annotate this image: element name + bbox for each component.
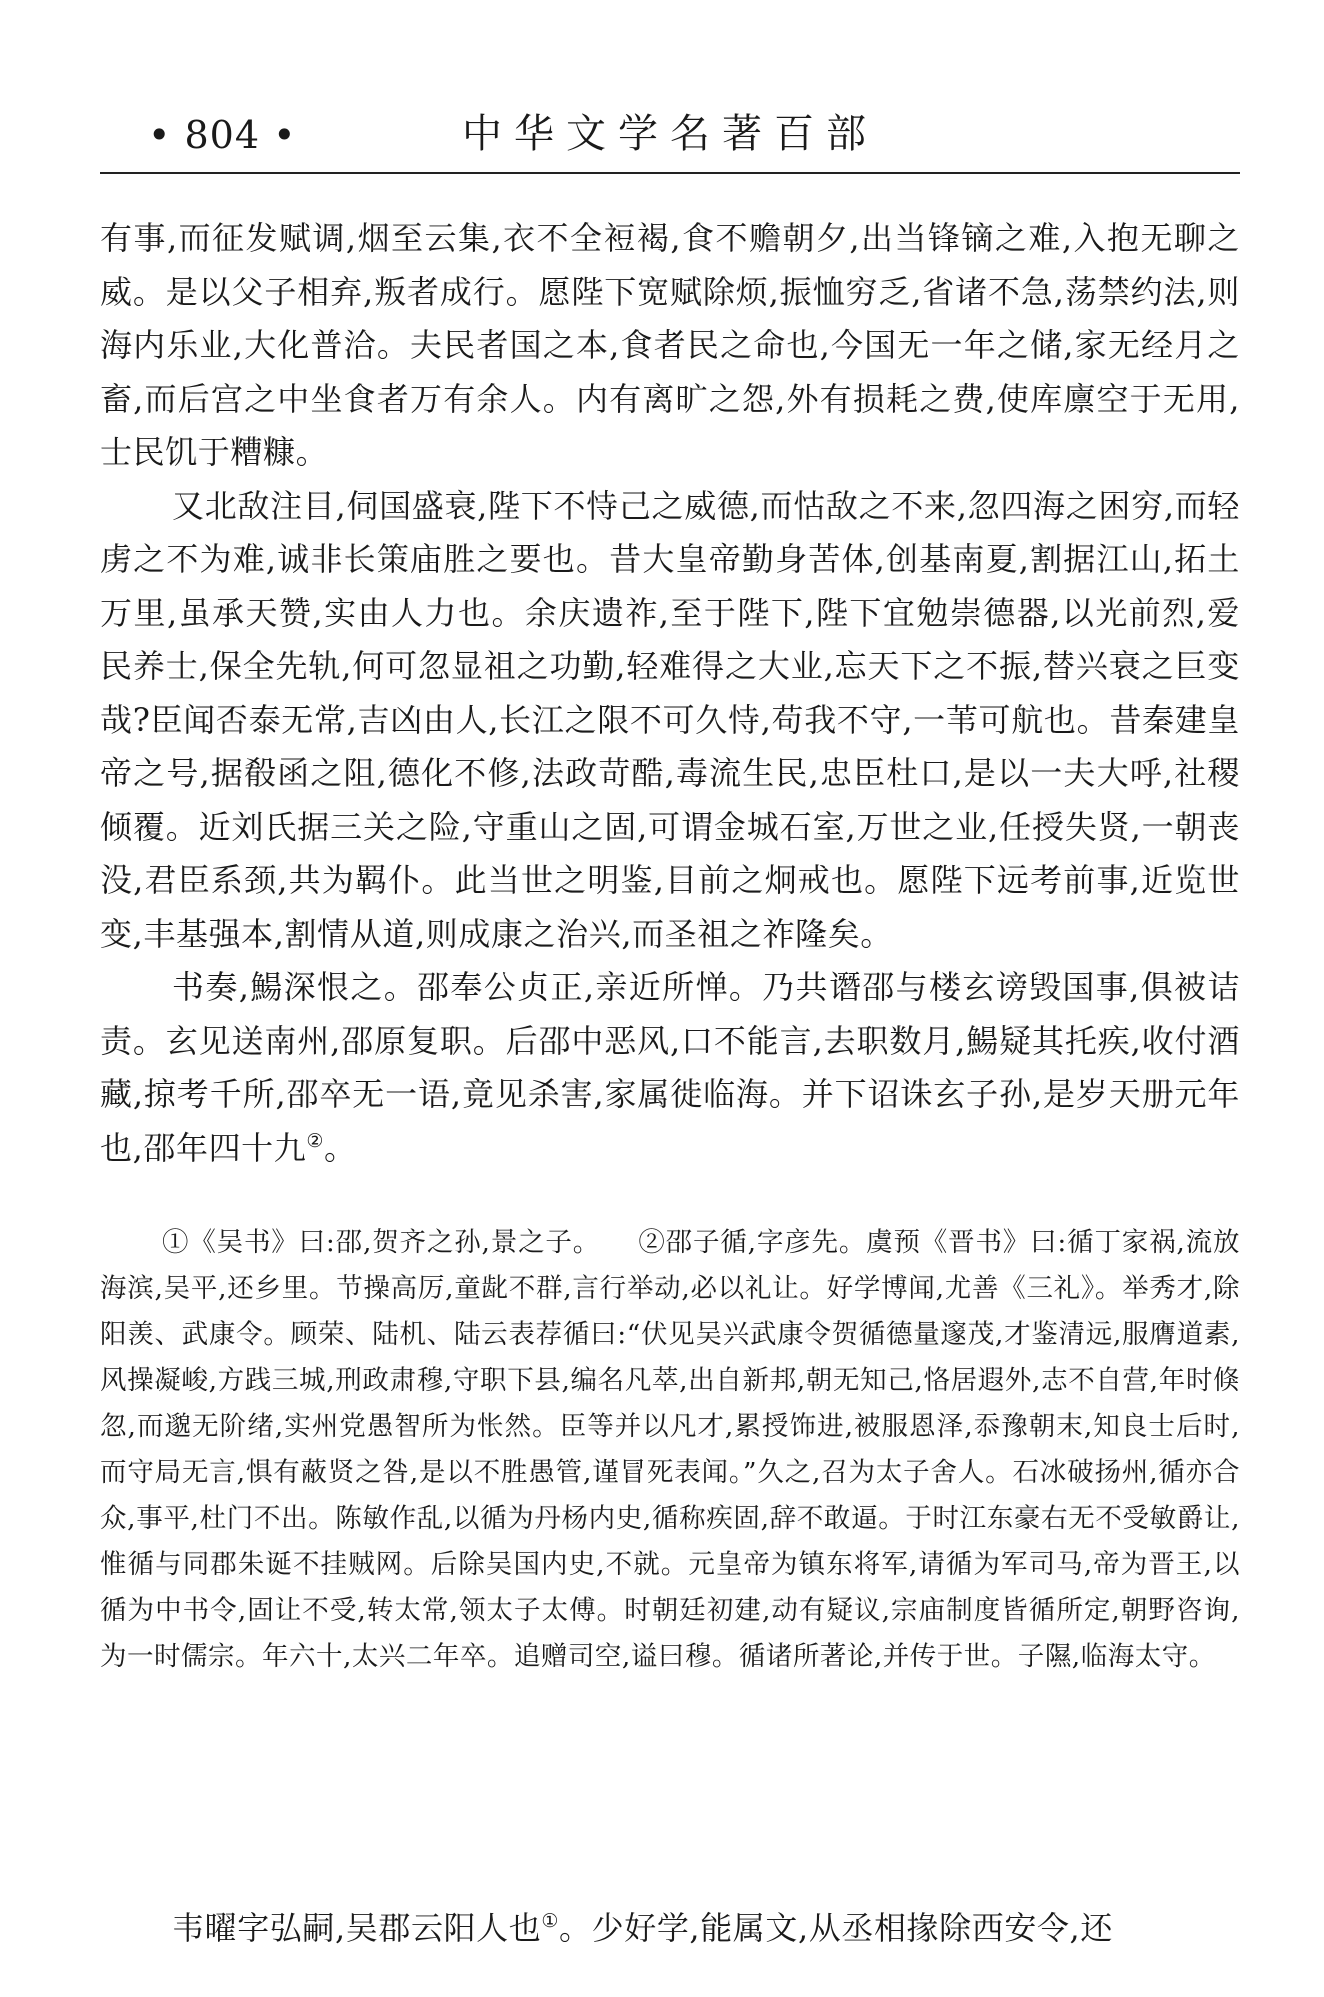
paragraph-tail: 。 [324, 1128, 357, 1167]
paragraph [100, 961, 1240, 1175]
paragraph [100, 480, 1240, 962]
footnote-marker: ① [541, 1910, 560, 1932]
footnote-2: ②邵子循,字彦先。虞预《晋书》曰:循丁家祸,流放海滨,吴平,还乡里。节操高厉,童龀不群,言行举动,必以礼让。好学博闻,尤善《三礼》。举秀才,除阳羡、武康令。顾荣、陆机、陆云表荐循曰:“伏见吴兴武康令贺循德量邃茂,才鉴清远,服膺道素,风操凝峻,方践三城,刑政肃穆,守职下县,编名凡萃,出自新邦,朝无知己,恪居遐外,志不自营,年时倏忽,而邈无阶绪,实州党愚智所为怅然。臣等并以凡才,累授饰进,被服恩泽,忝豫朝末,知良士后时,而守局无言,惧有蔽贤之咎,是以不胜愚管,谨冒死表闻。”久之,召为太子舍人。石冰破扬州,循亦合众,事平,杜门不出。陈敏作乱,以循为丹杨内史,循称疾固,辞不敢逼。于时江东豪右无不受敏爵让,惟循与同郡朱诞不挂贼网。后除吴国内史,不就。元皇帝为镇东将军,请循为军司马,帝为晋王,以循为中书令,固让不受,转太常,领太子太傅。时朝廷初建,动有疑议,宗庙制度皆循所定,朝野咨询,为一时儒宗。年六十,太兴二年卒。追赠司空,谥曰穆。循诸所著论,并传于世。子隰,临海太守。 [100, 1227, 1241, 1672]
page-header [100, 100, 1240, 174]
paragraph-continued [100, 212, 1240, 480]
paragraph-text: 又北敌注目,伺国盛衰,陛下不恃己之威德,而怙敌之不来,忽四海之困穷,而轻虏之不为难,诚非长策庙胜之要也。昔大皇帝勤身苦体,创基南夏,割据江山,拓土万里,虽承天赞,实由人力也。余庆遗祚,至于陛下,陛下宜勉崇德器,以光前烈,爱民养士,保全先轨,何可忽显祖之功勤,轻难得之大业,忘天下之不振,替兴衰之巨变哉?臣闻否泰无常,吉凶由人,长江之限不可久恃,苟我不守,一苇可航也。昔秦建皇帝之号,据殽函之阻,德化不修,法政苛酷,毒流生民,忠臣杜口,是以一夫大呼,社稷倾覆。近刘氏据三关之险,守重山之固,可谓金城石室,万世之业,任授失贤,一朝丧没,君臣系颈,共为羁仆。此当世之明鉴,目前之炯戒也。愿陛下远考前事,近览世变,丰基强本,割情从道,则成康之治兴,而圣祖之祚隆矣。 [100, 486, 1240, 953]
paragraph-tail: 。少好学,能属文,从丞相掾除西安令,还 [559, 1909, 1113, 1947]
footnote-marker: ② [306, 1129, 325, 1152]
paragraph-text: 书奏,鰑深恨之。邵奉公贞正,亲近所惮。乃共谮邵与楼玄谤毁国事,俱被诘责。玄见送南州,邵原复职。后邵中恶风,口不能言,去职数月,鰑疑其托疾,收付酒藏,掠考千所,邵卒无一语,竟见杀害,家属徙临海。并下诏诛玄子孙,是岁天册元年也,邵年四十九 [100, 968, 1240, 1167]
main-text [100, 212, 1240, 1175]
book-page [100, 0, 1240, 1997]
paragraph-text: 有事,而征发赋调,烟至云集,衣不全裋褐,食不赡朝夕,出当锋镝之难,入抱无聊之威。是以父子相弃,叛者成行。愿陛下宽赋除烦,振恤穷乏,省诸不急,荡禁约法,则海内乐业,大化普洽。夫民者国之本,食者民之命也,今国无一年之储,家无经月之畜,而后宫之中坐食者万有余人。内有离旷之怨,外有损耗之费,使库廪空于无用,士民饥于糟糠。 [100, 219, 1240, 471]
next-biography [100, 1902, 1240, 1956]
footnote-block [100, 1220, 1240, 1680]
footnotes [100, 1220, 1240, 1680]
paragraph [100, 1902, 1240, 1956]
page-number: • 804 • [148, 113, 297, 157]
footnote-1: ①《吴书》曰:邵,贺齐之孙,景之子。 [162, 1227, 601, 1258]
book-title: 中华文学名著百部 [462, 111, 878, 157]
paragraph-text: 韦曜字弘嗣,吴郡云阳人也 [172, 1909, 542, 1947]
